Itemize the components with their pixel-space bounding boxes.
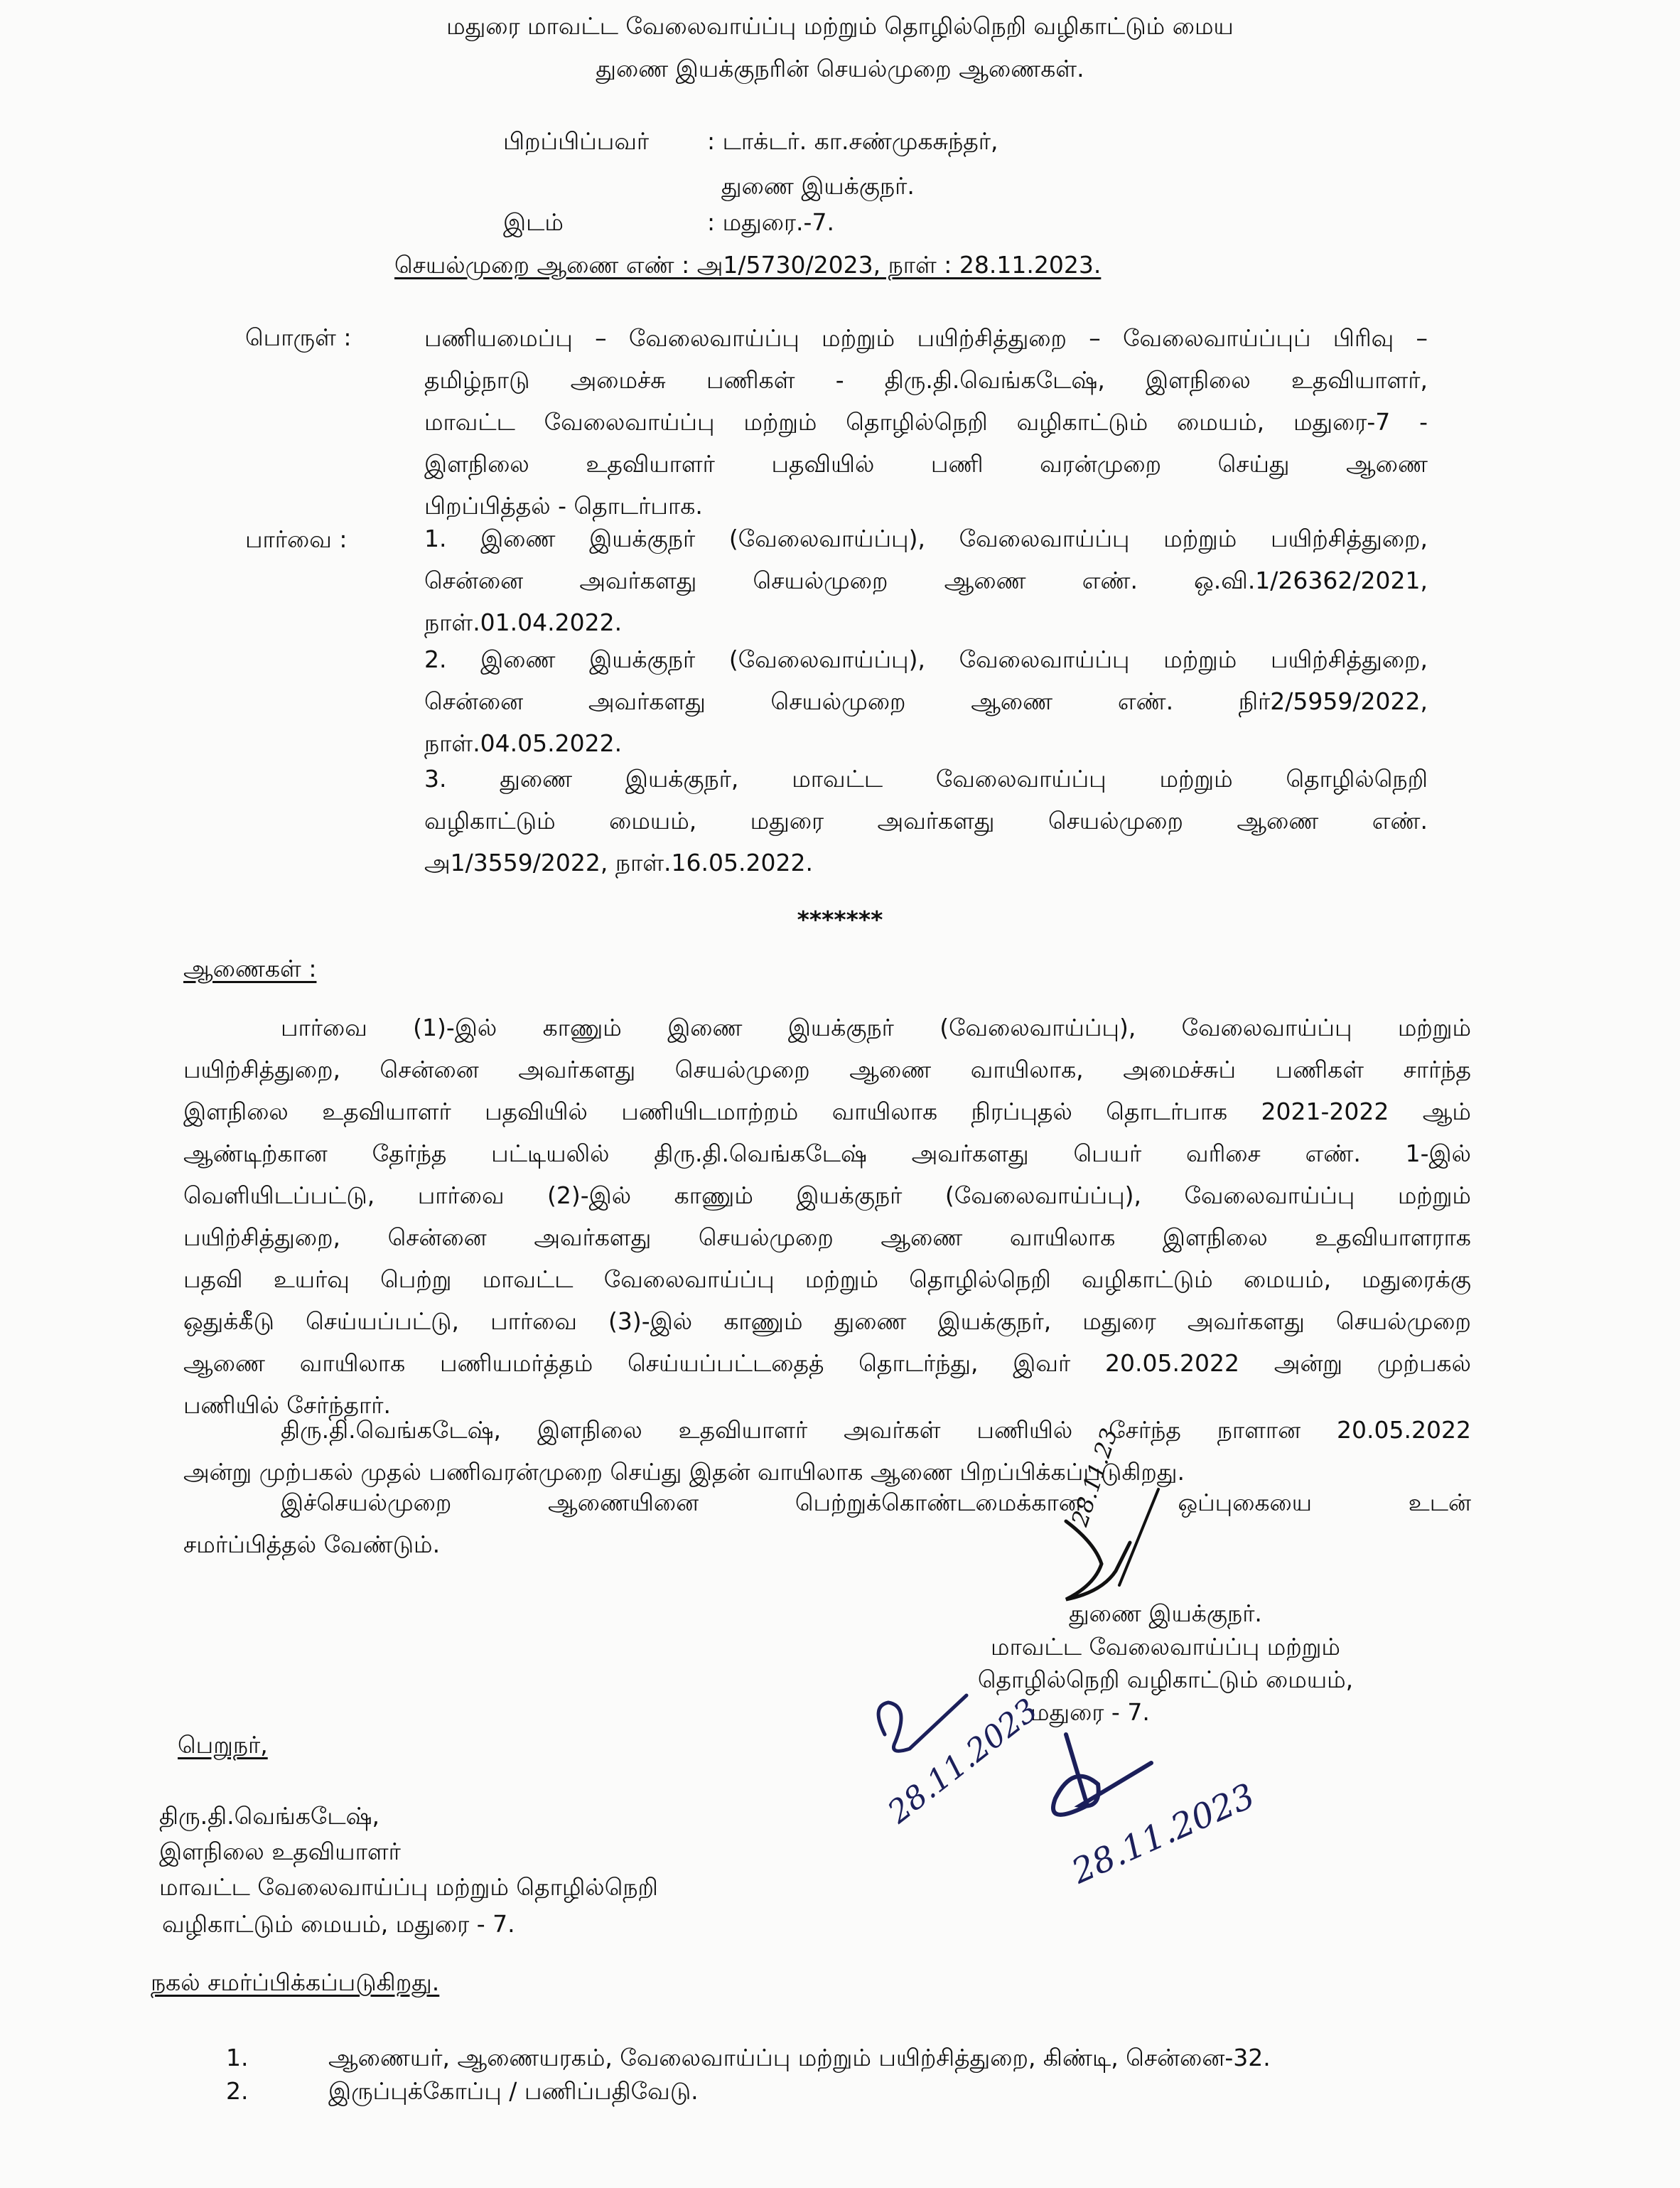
subject-text <box>424 317 1428 527</box>
orders-line: வெளியிடப்பட்டு, பார்வை (2)-இல் காணும் இயக்குநர் (வேலைவாய்ப்பு), வேலைவாய்ப்பு மற்றும் <box>183 1181 1471 1209</box>
orders-line: சமர்ப்பித்தல் வேண்டும். <box>183 1530 441 1558</box>
reference-line: வழிகாட்டும் மையம், மதுரை அவர்களது செயல்முறை ஆணை எண். <box>424 807 1428 835</box>
recipient-line: திரு.தி.வெங்கடேஷ், <box>159 1802 380 1830</box>
subject-line: தமிழ்நாடு அமைச்சு பணிகள் - திரு.தி.வெங்கடேஷ், இளநிலை உதவியாளர், <box>424 366 1428 394</box>
header-title-line2: துணை இயக்குநரின் செயல்முறை ஆணைகள். <box>596 55 1084 82</box>
initials-date-left: 28.11.2023 <box>881 1691 1045 1831</box>
issuer-by-label: பிறப்பிப்பவர் <box>503 127 650 155</box>
copy-item-number: 1. <box>226 2044 249 2071</box>
subject-label: பொருள் : <box>245 323 352 351</box>
issuer-by-value: : டாக்டர். கா.சண்முகசுந்தர், <box>707 127 998 155</box>
copy-item-number: 2. <box>226 2077 249 2105</box>
orders-line: பதவி உயர்வு பெற்று மாவட்ட வேலைவாய்ப்பு மற்றும் தொழில்நெறி வழிகாட்டும் மையம், மதுரைக்கு <box>183 1265 1471 1293</box>
reference-line: 1. இணை இயக்குநர் (வேலைவாய்ப்பு), வேலைவாய்ப்பு மற்றும் பயிற்சித்துறை, <box>424 525 1428 552</box>
orders-line: பயிற்சித்துறை, சென்னை அவர்களது செயல்முறை ஆணை வாயிலாக இளநிலை உதவியாளராக <box>183 1223 1471 1251</box>
recipient-line: மாவட்ட வேலைவாய்ப்பு மற்றும் தொழில்நெறி <box>159 1873 658 1901</box>
signature-date-top: 28.11.23 <box>1066 1425 1124 1530</box>
subject-line: பணியமைப்பு – வேலைவாய்ப்பு மற்றும் பயிற்சித்துறை – வேலைவாய்ப்புப் பிரிவு – <box>424 324 1428 352</box>
orders-line: இளநிலை உதவியாளர் பதவியில் பணியிடமாற்றம் வாயிலாக நிரப்புதல் தொடர்பாக 2021-2022 ஆம் <box>183 1098 1471 1125</box>
recipient-line: இளநிலை உதவியாளர் <box>159 1838 401 1865</box>
order-reference: செயல்முறை ஆணை எண் : அ1/5730/2023, நாள் : 28.11.2023. <box>394 251 1102 279</box>
issuer-place-value: : மதுரை.-7. <box>707 208 834 236</box>
subject-line: இளநிலை உதவியாளர் பதவியில் பணி வரன்முறை செய்து ஆணை <box>424 450 1428 478</box>
recipient-heading: பெறுநர், <box>178 1731 268 1759</box>
subject-line: மாவட்ட வேலைவாய்ப்பு மற்றும் தொழில்நெறி வழிகாட்டும் மையம், மதுரை-7 - <box>424 408 1428 436</box>
reference-line: நாள்.04.05.2022. <box>424 729 623 757</box>
section-separator: ******* <box>797 906 883 933</box>
orders-line: பணியில் சேர்ந்தார். <box>183 1391 391 1419</box>
orders-heading: ஆணைகள் : <box>183 955 317 982</box>
orders-line: அன்று முற்பகல் முதல் பணிவரன்முறை செய்து இதன் வாயிலாக ஆணை பிறப்பிக்கப்படுகிறது. <box>183 1458 1185 1486</box>
copy-heading: நகல் சமர்ப்பிக்கப்படுகிறது. <box>151 1968 440 1996</box>
initials-date-bottom: 28.11.2023 <box>1066 1776 1261 1892</box>
copy-item-text: ஆணையர், ஆணையரகம், வேலைவாய்ப்பு மற்றும் பயிற்சித்துறை, கிண்டி, சென்னை-32. <box>328 2044 1271 2071</box>
header-title-line1: மதுரை மாவட்ட வேலைவாய்ப்பு மற்றும் தொழில்நெறி வழிகாட்டும் மைய <box>446 12 1234 40</box>
reference-line: 3. துணை இயக்குநர், மாவட்ட வேலைவாய்ப்பு மற்றும் தொழில்நெறி <box>424 765 1428 793</box>
reference-line: அ1/3559/2022, நாள்.16.05.2022. <box>424 849 813 876</box>
orders-paragraph-1 <box>183 1007 1471 1426</box>
orders-paragraph-2 <box>183 1409 1471 1493</box>
issuer-place-label: இடம் <box>503 208 564 236</box>
reference-line: சென்னை அவர்களது செயல்முறை ஆணை எண். நிர்2/5959/2022, <box>424 687 1428 715</box>
signatory-line: தொழில்நெறி வழிகாட்டும் மையம், <box>977 1666 1354 1693</box>
orders-line: பார்வை (1)-இல் காணும் இணை இயக்குநர் (வேலைவாய்ப்பு), வேலைவாய்ப்பு மற்றும் <box>281 1014 1471 1041</box>
reference-item-1 <box>424 517 1428 643</box>
signatory-line: மாவட்ட வேலைவாய்ப்பு மற்றும் <box>991 1633 1340 1661</box>
issuer-designation: துணை இயக்குநர். <box>721 172 915 200</box>
references-label: பார்வை : <box>245 525 348 553</box>
reference-item-2 <box>424 638 1428 764</box>
reference-line: சென்னை அவர்களது செயல்முறை ஆணை எண். ஒ.வி.1/26362/2021, <box>424 567 1428 594</box>
recipient-line: வழிகாட்டும் மையம், மதுரை - 7. <box>162 1910 515 1938</box>
reference-line: நாள்.01.04.2022. <box>424 608 623 636</box>
orders-line: ஒதுக்கீடு செய்யப்பட்டு, பார்வை (3)-இல் காணும் துணை இயக்குநர், மதுரை அவர்களது செயல்முறை <box>183 1307 1471 1335</box>
orders-line: பயிற்சித்துறை, சென்னை அவர்களது செயல்முறை ஆணை வாயிலாக, அமைச்சுப் பணிகள் சார்ந்த <box>183 1056 1471 1083</box>
signatory-line: துணை இயக்குநர். <box>1069 1599 1262 1627</box>
orders-line: திரு.தி.வெங்கடேஷ், இளநிலை உதவியாளர் அவர்கள் பணியில் சேர்ந்த நாளான 20.05.2022 <box>281 1416 1471 1444</box>
subject-line: பிறப்பித்தல் - தொடர்பாக. <box>424 492 703 520</box>
reference-item-3 <box>424 758 1428 884</box>
orders-line: ஆணை வாயிலாக பணியமர்த்தம் செய்யப்பட்டதைத் தொடர்ந்து, இவர் 20.05.2022 அன்று முற்பகல் <box>183 1349 1471 1377</box>
orders-paragraph-3 <box>183 1481 1471 1565</box>
orders-line: ஆண்டிற்கான தேர்ந்த பட்டியலில் திரு.தி.வெங்கடேஷ் அவர்களது பெயர் வரிசை எண். 1-இல் <box>183 1139 1471 1167</box>
orders-line: இச்செயல்முறை ஆணையினை பெற்றுக்கொண்டமைக்கான ஒப்புகையை உடன் <box>281 1489 1471 1516</box>
copy-item-text: இருப்புக்கோப்பு / பணிப்பதிவேடு. <box>328 2077 699 2105</box>
signatory-line: மதுரை - 7. <box>1030 1698 1150 1726</box>
reference-line: 2. இணை இயக்குநர் (வேலைவாய்ப்பு), வேலைவாய்ப்பு மற்றும் பயிற்சித்துறை, <box>424 645 1428 673</box>
